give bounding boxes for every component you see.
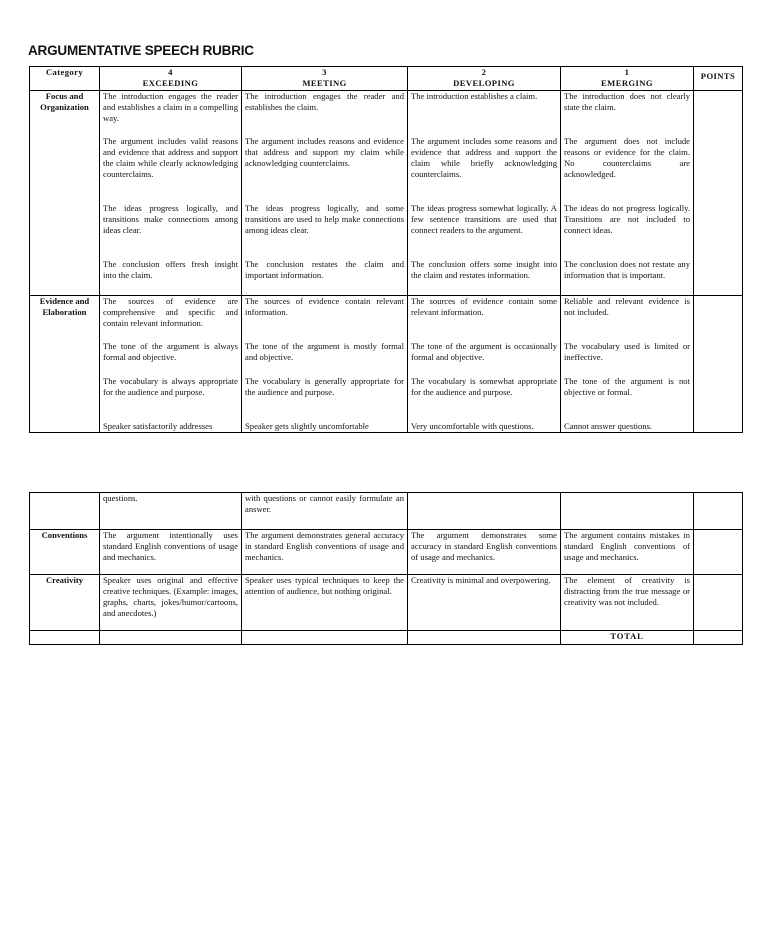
criterion-text: The tone of the argument is always formal and objective. [103, 341, 238, 362]
cell-focus-emerging [561, 91, 694, 296]
level-number: 1 [624, 67, 630, 77]
cell-creativity-meeting: Speaker uses typical techniques to keep the attention of audience, but nothing original. [242, 575, 408, 631]
cell-focus-exceeding [100, 91, 242, 296]
cell-evidence-meeting [242, 296, 408, 433]
criterion-text: The introduction establishes a claim. [411, 91, 538, 101]
criterion-text: The conclusion restates the claim and important information. [245, 259, 404, 280]
row-evidence-continued [30, 493, 743, 530]
level-number: 3 [322, 67, 327, 77]
row-creativity [30, 575, 743, 631]
criterion-text: The conclusion offers some insight into the claim and restates information. [411, 259, 557, 280]
criterion-text: The ideas progress logically, and some transitions are used to help make connections among ideas clear. [245, 203, 404, 235]
rubric-table-top [29, 66, 743, 433]
cell-conventions-developing: The argument demonstrates some accuracy in standard English conventions of usage and mechanics. [408, 530, 561, 575]
header-category: Category [30, 67, 100, 91]
criterion-text: The sources of evidence are comprehensive and specific and contain relevant information. [103, 296, 238, 328]
level-label: EMERGING [601, 78, 653, 88]
header-developing [408, 67, 561, 91]
criterion-text: The argument includes reasons and evidence that address and support my claim while acknowledging counterclaims. [245, 136, 404, 168]
criterion-text: Reliable and relevant evidence is not included. [564, 296, 690, 317]
level-label: EXCEEDING [142, 78, 199, 88]
criterion-text: Very uncomfortable with questions. [411, 421, 534, 431]
points-cell[interactable] [694, 575, 743, 631]
cell-focus-meeting [242, 91, 408, 296]
criterion-text: Speaker satisfactorily addresses [103, 421, 213, 431]
row-evidence-elaboration [30, 296, 743, 433]
points-cell[interactable] [694, 296, 743, 433]
criterion-text: The argument includes some reasons and evidence that address and support the claim while briefly acknowledging counterclaims. [411, 136, 557, 179]
cell-continued-developing [408, 493, 561, 530]
criterion-text: The sources of evidence contain some relevant information. [411, 296, 557, 317]
criterion-text: The ideas progress somewhat logically. A few sentence transitions are used that connect readers to the argument. [411, 203, 557, 235]
header-row [30, 67, 743, 91]
header-meeting [242, 67, 408, 91]
page-title: ARGUMENTATIVE SPEECH RUBRIC [28, 43, 254, 58]
cell-conventions-emerging: The argument contains mistakes in standard English conventions of usage and mechanics. [561, 530, 694, 575]
cell-continued-emerging [561, 493, 694, 530]
criterion-text: Speaker gets slightly uncomfortable [245, 421, 369, 431]
points-cell[interactable] [694, 493, 743, 530]
criterion-text: The sources of evidence contain relevant information. [245, 296, 404, 317]
cell-creativity-developing: Creativity is minimal and overpowering. [408, 575, 561, 631]
total-empty [408, 631, 561, 645]
cell-creativity-emerging: The element of creativity is distracting from the true message or creativity was not included. [561, 575, 694, 631]
criterion-text: The ideas do not progress logically. Transitions are not included to connect ideas. [564, 203, 690, 235]
rubric-table-bottom [29, 492, 743, 645]
category-conventions: Conventions [30, 530, 100, 575]
criterion-text: The vocabulary is generally appropriate for the audience and purpose. [245, 376, 404, 397]
criterion-text: The introduction engages the reader and establishes the claim. [245, 91, 404, 112]
criterion-text: The introduction does not clearly state the claim. [564, 91, 690, 112]
category-focus-organization: Focus and Organization [30, 91, 100, 296]
total-empty [242, 631, 408, 645]
total-label: TOTAL [561, 631, 694, 645]
row-conventions [30, 530, 743, 575]
cell-conventions-exceeding: The argument intentionally uses standard English conventions of usage and mechanics. [100, 530, 242, 575]
cell-continued-exceeding: questions. [100, 493, 242, 530]
category-empty [30, 493, 100, 530]
cell-continued-meeting: with questions or cannot easily formulate an answer. [242, 493, 408, 530]
category-evidence-elaboration: Evidence and Elaboration [30, 296, 100, 433]
criterion-text: The tone of the argument is not objective or formal. [564, 376, 690, 397]
criterion-text: The argument does not include reasons or evidence for the claim. No counterclaims are acknowledged. [564, 136, 690, 179]
level-label: DEVELOPING [453, 78, 515, 88]
level-number: 4 [168, 67, 173, 77]
level-number: 2 [481, 67, 487, 77]
points-cell[interactable] [694, 91, 743, 296]
row-total [30, 631, 743, 645]
header-exceeding [100, 67, 242, 91]
cell-evidence-exceeding [100, 296, 242, 433]
level-label: MEETING [302, 78, 347, 88]
total-empty [100, 631, 242, 645]
cell-evidence-emerging [561, 296, 694, 433]
total-points-cell[interactable] [694, 631, 743, 645]
criterion-text: The vocabulary is somewhat appropriate for the audience and purpose. [411, 376, 557, 397]
cell-focus-developing [408, 91, 561, 296]
criterion-text: Cannot answer questions. [564, 421, 653, 431]
criterion-text: The introduction engages the reader and establishes a claim in a compelling way. [103, 91, 238, 123]
criterion-text: The conclusion offers fresh insight into the claim. [103, 259, 238, 280]
points-cell[interactable] [694, 530, 743, 575]
criterion-text: The conclusion does not restate any information that is important. [564, 259, 690, 280]
criterion-text: The tone of the argument is mostly formal and objective. [245, 341, 404, 362]
cell-creativity-exceeding: Speaker uses original and effective creative techniques. (Example: images, graphs, charts, jokes/humor/cartoons, and anecdotes.) [100, 575, 242, 631]
cell-conventions-meeting: The argument demonstrates general accuracy in standard English conventions of usage and mechanics. [242, 530, 408, 575]
criterion-text: The vocabulary used is limited or ineffective. [564, 341, 690, 362]
criterion-text: The vocabulary is always appropriate for the audience and purpose. [103, 376, 238, 397]
header-emerging [561, 67, 694, 91]
header-points: POINTS [694, 67, 743, 91]
total-empty [30, 631, 100, 645]
category-creativity: Creativity [30, 575, 100, 631]
row-focus-organization [30, 91, 743, 296]
criterion-text: The ideas progress logically, and transitions make connections among ideas clear. [103, 203, 238, 235]
criterion-text: The argument includes valid reasons and evidence that address and support the claim while clearly acknowledging counterclaims. [103, 136, 238, 179]
criterion-text: The tone of the argument is occasionally formal and objective. [411, 341, 557, 362]
cell-evidence-developing [408, 296, 561, 433]
